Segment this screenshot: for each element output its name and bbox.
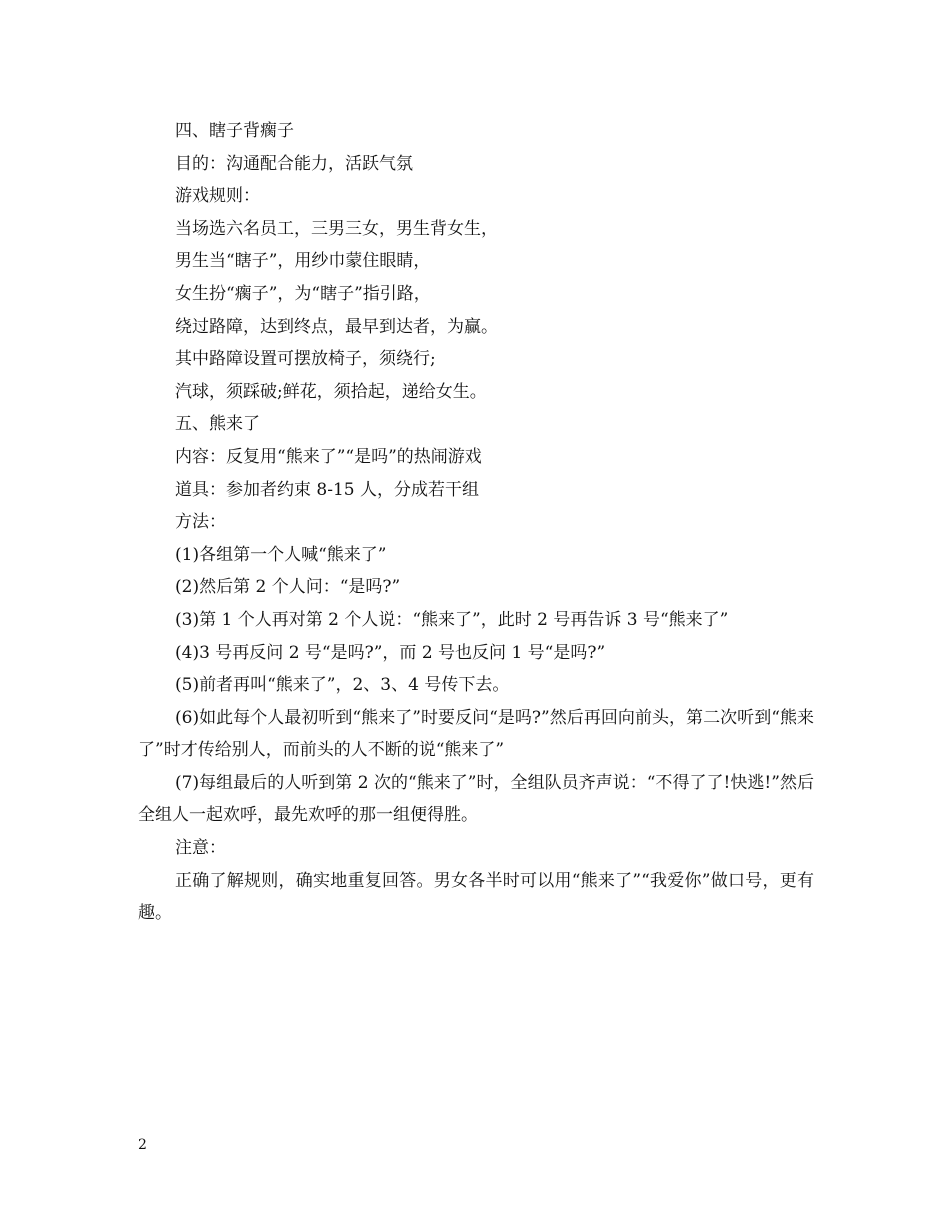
section-heading: 四、瞎子背瘸子	[175, 121, 294, 141]
step-line: (1)各组第一个人喊“熊来了”	[175, 544, 387, 565]
text-line: 内容：反复用“熊来了”“是吗”的热闹游戏	[175, 446, 482, 467]
step-line: (4)3 号再反问 2 号“是吗?”，而 2 号也反问 1 号“是吗?”	[175, 642, 606, 663]
text-line: 其中路障设置可摆放椅子，须绕行;	[175, 349, 436, 370]
note-paragraph: 正确了解规则，确实地重复回答。男女各半时可以用“熊来了”“我爱你”做口号，更有趣。	[138, 870, 814, 924]
text-line: 汽球，须踩破;鲜花，须拾起，递给女生。	[175, 381, 487, 402]
text-line: 绕过路障，达到终点，最早到达者，为赢。	[175, 316, 498, 337]
step-paragraph: (7)每组最后的人听到第 2 次的“熊来了”时，全组队员齐声说：“不得了了!快逃!”然后全组人一起欢呼，最先欢呼的那一组便得胜。	[138, 772, 814, 826]
section-heading: 五、熊来了	[175, 414, 260, 435]
text-line: 目的：沟通配合能力，活跃气氛	[175, 153, 413, 174]
text-line: 当场选六名员工，三男三女，男生背女生，	[175, 218, 498, 239]
text-line: 游戏规则：	[175, 186, 260, 207]
step-paragraph: (6)如此每个人最初听到“熊来了”时要反问“是吗?”然后再回向前头，第二次听到“熊来了”时才传给别人，而前头的人不断的说“熊来了”	[138, 707, 814, 761]
step-line: (2)然后第 2 个人问：“是吗?”	[175, 577, 401, 598]
page-number: 2	[138, 1137, 147, 1153]
text-line: 道具：参加者约束 8-15 人，分成若干组	[175, 479, 479, 500]
text-line: 男生当“瞎子”，用纱巾蒙住眼睛，	[175, 251, 431, 272]
note-label: 注意：	[175, 838, 226, 859]
step-line: (3)第 1 个人再对第 2 个人说：“熊来了”，此时 2 号再告诉 3 号“熊来了”	[175, 609, 729, 630]
step-line: (5)前者再叫“熊来了”，2、3、4 号传下去。	[175, 675, 510, 696]
page-content	[138, 115, 814, 930]
text-line: 女生扮“瘸子”，为“瞎子”指引路，	[175, 283, 431, 304]
text-line: 方法：	[175, 512, 226, 533]
